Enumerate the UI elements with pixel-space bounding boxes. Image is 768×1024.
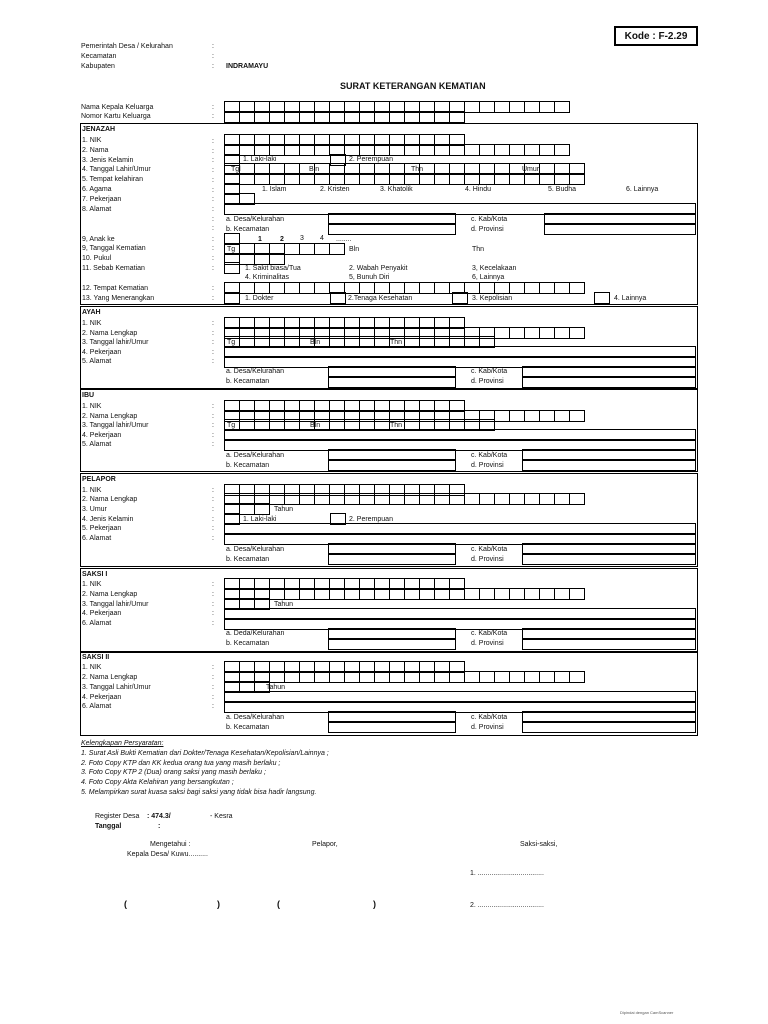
tempat-kematian-grid[interactable] xyxy=(224,282,585,294)
addr-label: b. Kecamatan xyxy=(226,378,270,385)
nomor-kk-grid[interactable] xyxy=(224,111,465,123)
colon: : xyxy=(212,295,214,302)
addr-label: c. Kab/Kota xyxy=(471,452,508,459)
row-label: 3. Tanggal lahir/Umur xyxy=(82,422,149,429)
colon: : xyxy=(212,265,214,272)
menerangkan-box[interactable] xyxy=(452,292,468,304)
requirement-item: 5. Melampirkan surat kuasa saksi bagi saksi yang tidak bisa hadir langsung. xyxy=(81,789,317,796)
menerangkan-box[interactable] xyxy=(594,292,610,304)
row-label: 10. Pukul xyxy=(82,255,112,262)
heading-pelapor: PELAPOR xyxy=(82,476,116,483)
colon: : xyxy=(212,506,214,513)
row-label: 5. Pekerjaan xyxy=(82,525,122,532)
paren-close: ) xyxy=(373,899,376,909)
colon: : xyxy=(212,601,214,608)
colon: : xyxy=(158,823,161,830)
addr-label: b. Kecamatan xyxy=(226,640,270,647)
prov-field[interactable] xyxy=(522,376,696,388)
row-label: 4. Pekerjaan xyxy=(82,349,122,356)
colon: : xyxy=(212,581,214,588)
agama-option: 5. Budha xyxy=(548,186,577,193)
colon: : xyxy=(212,591,214,598)
row-label: 1. NIK xyxy=(82,487,102,494)
sebab-option: 3, Kecelakaan xyxy=(472,265,517,272)
thn-label: Thn xyxy=(411,166,424,173)
menerangkan-option: 4. Lainnya xyxy=(614,295,647,302)
addr-label: d. Provinsi xyxy=(471,640,504,647)
kabupaten-value: INDRAMAYU xyxy=(226,63,269,70)
kec-field[interactable] xyxy=(328,223,456,235)
anak-option: 4 xyxy=(320,235,324,242)
addr-label: c. Kab/Kota xyxy=(471,546,508,553)
row-label: 2. Nama Lengkap xyxy=(82,674,138,681)
tempat-lahir-grid[interactable] xyxy=(224,173,585,185)
colon: : xyxy=(212,349,214,356)
row-label: 5. Alamat xyxy=(82,358,112,365)
colon: : xyxy=(212,245,214,252)
colon: : xyxy=(212,525,214,532)
anak-option: ........ xyxy=(336,236,352,243)
saksi-sign-label: Saksi-saksi, xyxy=(520,841,558,848)
requirement-item: 2. Foto Copy KTP dan KK kedua orang tua yang masih berlaku ; xyxy=(81,760,281,767)
sebab-option: 6, Lainnya xyxy=(472,274,505,281)
addr-label: a. Deda/Kelurahan xyxy=(226,630,285,637)
row-label: 4. Pekerjaan xyxy=(82,694,122,701)
sebab-option: 1. Sakit biasa/Tua xyxy=(245,265,301,272)
scanner-footer: Dipindai dengan CamScanner xyxy=(620,1010,674,1015)
row-label: 2. Nama Lengkap xyxy=(82,591,138,598)
row-label: 4. Pekerjaan xyxy=(82,432,122,439)
colon: : xyxy=(212,339,214,346)
row-label: 3. Tanggal lahir/Umur xyxy=(82,339,149,346)
sebab-option: 2. Wabah Penyakit xyxy=(349,265,408,272)
menerangkan-box[interactable] xyxy=(330,292,346,304)
mengetahui-label: Mengetahui : xyxy=(150,841,191,848)
colon: : xyxy=(212,487,214,494)
colon: : xyxy=(212,441,214,448)
prov-field[interactable] xyxy=(544,223,696,235)
row-label: 9, Tanggal Kematian xyxy=(82,245,146,252)
tgl-label: Tgl xyxy=(231,166,241,173)
colon: : xyxy=(212,320,214,327)
row-label: 5. Alamat xyxy=(82,441,112,448)
thn-label: Thn xyxy=(390,339,403,346)
form-code: Kode : F-2.29 xyxy=(614,26,698,46)
label-pemerintah: Pemerintah Desa / Kelurahan xyxy=(81,43,173,50)
addr-label: a. Desa/Kelurahan xyxy=(226,546,284,553)
paren-close: ) xyxy=(217,899,220,909)
addr-label: c. Kab/Kota xyxy=(471,216,508,223)
tanggal-label: Tanggal xyxy=(95,823,122,830)
row-label: 8. Alamat xyxy=(82,206,112,213)
sex-option: 2. Perempuan xyxy=(349,156,393,163)
row-label: 2. Nama Lengkap xyxy=(82,330,138,337)
colon: : xyxy=(212,403,214,410)
jenazah-nama-grid[interactable] xyxy=(224,144,570,156)
sex-option: 2. Perempuan xyxy=(349,516,393,523)
heading-ayah: AYAH xyxy=(82,309,101,316)
row-label: 3. Jenis Kelamin xyxy=(82,157,134,164)
prov-field[interactable] xyxy=(522,638,696,650)
colon: : xyxy=(212,422,214,429)
pelapor-sign-label: Pelapor, xyxy=(312,841,338,848)
row-label: 4. Jenis Kelamin xyxy=(82,516,134,523)
sex-option: 1. Laki-laki xyxy=(243,516,277,523)
requirement-item: 4. Foto Copy Akta Kelahiran yang bersangkutan ; xyxy=(81,779,234,786)
umur-label: Umur xyxy=(522,166,540,173)
register-kesra: - Kesra xyxy=(210,813,233,820)
colon: : xyxy=(212,413,214,420)
row-label: 9, Anak ke xyxy=(82,236,115,243)
tahun-label: Tahun xyxy=(274,506,294,513)
kec-field[interactable] xyxy=(328,459,456,471)
menerangkan-option: 1. Dokter xyxy=(245,295,274,302)
colon: : xyxy=(212,236,214,243)
row-label: 1. NIK xyxy=(82,664,102,671)
thn-label: Thn xyxy=(390,422,403,429)
addr-label: d. Provinsi xyxy=(471,724,504,731)
tg-label: Tg xyxy=(227,246,236,253)
addr-label: b. Kecamatan xyxy=(226,462,270,469)
colon: : xyxy=(212,674,214,681)
addr-label: c. Kab/Kota xyxy=(471,714,508,721)
tg-label: Tg xyxy=(227,422,236,429)
row-label: 4. Pekerjaan xyxy=(82,610,122,617)
row-label: 6. Alamat xyxy=(82,620,112,627)
colon: : xyxy=(212,610,214,617)
pelapor-nama-grid[interactable] xyxy=(224,493,585,505)
agama-option: 4. Hindu xyxy=(465,186,492,193)
heading-saksi-1: SAKSI I xyxy=(82,571,108,578)
bln-label: Bln xyxy=(310,339,321,346)
agama-option: 2. Kristen xyxy=(320,186,350,193)
row-label: 13. Yang Menerangkan xyxy=(82,295,155,302)
tahun-label: Tahun xyxy=(266,684,286,691)
requirements-heading: Kelengkapan Persyaratan: xyxy=(81,740,164,747)
row-label: 11. Sebab Kematian xyxy=(82,265,145,272)
colon: : xyxy=(212,330,214,337)
prov-field[interactable] xyxy=(522,459,696,471)
row-label: 3. Tanggal Lahir/Umur xyxy=(82,684,151,691)
colon: : xyxy=(212,104,214,111)
row-label: 1. NIK xyxy=(82,403,102,410)
row-label: 6. Agama xyxy=(82,186,112,193)
heading-jenazah: JENAZAH xyxy=(82,126,116,133)
row-label: 6. Alamat xyxy=(82,703,112,710)
colon: : xyxy=(212,43,214,50)
anak-option: 2 xyxy=(280,236,284,243)
requirement-item: 1. Surat Asli Bukti Kematian dari Dokter/Tenaga Kesehatan/Kepolisian/Lainnya ; xyxy=(81,750,329,757)
bln-label: Bln xyxy=(349,246,360,253)
menerangkan-option: 2.Tenaga Kesehatan xyxy=(348,295,413,302)
saksi-1-line: 1. .................................. xyxy=(470,870,544,877)
sebab-option: 4. Kriminalitas xyxy=(245,274,289,281)
colon: : xyxy=(212,63,214,70)
row-label: 2. Nama Lengkap xyxy=(82,413,138,420)
row-label: 5. Tempat kelahiran xyxy=(82,176,143,183)
colon: : xyxy=(212,516,214,523)
colon: : xyxy=(212,358,214,365)
colon: : xyxy=(212,285,214,292)
page-title: SURAT KETERANGAN KEMATIAN xyxy=(340,81,486,91)
addr-label: d. Provinsi xyxy=(471,378,504,385)
agama-option: 1. Islam xyxy=(262,186,287,193)
bln-label: Bln xyxy=(309,166,320,173)
row-label: 3. Tanggal lahir/Umur xyxy=(82,601,149,608)
label-kecamatan: Kecamatan xyxy=(81,53,117,60)
colon: : xyxy=(212,694,214,701)
addr-label: c. Kab/Kota xyxy=(471,630,508,637)
colon: : xyxy=(212,53,214,60)
addr-label: b. Kecamatan xyxy=(226,226,270,233)
register-label: Register Desa xyxy=(95,813,140,820)
saksi-2-line: 2. .................................. xyxy=(470,902,544,909)
row-label: 1. NIK xyxy=(82,137,102,144)
anak-option: 3 xyxy=(300,235,304,242)
register-value: : 474.3/ xyxy=(147,813,171,820)
colon: : xyxy=(212,703,214,710)
label-kabupaten: Kabupaten xyxy=(81,63,115,70)
row-label: 7. Pekerjaan xyxy=(82,196,122,203)
addr-label: a. Desa/Kelurahan xyxy=(226,452,284,459)
addr-label: a. Desa/Kelurahan xyxy=(226,368,284,375)
row-label: 3. Umur xyxy=(82,506,107,513)
row-label: 2. Nama xyxy=(82,147,109,154)
addr-label: b. Kecamatan xyxy=(226,556,270,563)
addr-label: a. Desa/Kelurahan xyxy=(226,714,284,721)
paren-open: ( xyxy=(277,899,280,909)
addr-label: d. Provinsi xyxy=(471,226,504,233)
prov-field[interactable] xyxy=(522,721,696,733)
row-label: 1. NIK xyxy=(82,581,102,588)
addr-label: a. Desa/Kelurahan xyxy=(226,216,284,223)
sebab-box[interactable] xyxy=(224,262,240,274)
prov-field[interactable] xyxy=(522,553,696,565)
menerangkan-option: 3. Kepolisian xyxy=(472,295,513,302)
colon: : xyxy=(212,620,214,627)
tg-label: Tg xyxy=(227,339,236,346)
addr-label: d. Provinsi xyxy=(471,462,504,469)
colon: : xyxy=(212,113,214,120)
agama-option: 6. Lainnya xyxy=(626,186,659,193)
saksi1-nama-grid[interactable] xyxy=(224,588,585,600)
kec-field[interactable] xyxy=(328,376,456,388)
sebab-option: 5, Bunuh Diri xyxy=(349,274,390,281)
colon: : xyxy=(212,535,214,542)
addr-label: d. Provinsi xyxy=(471,556,504,563)
tahun-label: Tahun xyxy=(274,601,294,608)
saksi2-nama-grid[interactable] xyxy=(224,671,585,683)
kepala-desa-label: Kepala Desa/ Kuwu.......... xyxy=(127,851,208,858)
colon: : xyxy=(212,432,214,439)
anak-option: 1 xyxy=(258,236,262,243)
colon: : xyxy=(212,255,214,262)
thn-label: Thn xyxy=(472,246,485,253)
addr-label: b. Kecamatan xyxy=(226,724,270,731)
row-label: 12. Tempat Kematian xyxy=(82,285,149,292)
row-label: 4. Tanggal Lahir/Umur xyxy=(82,166,151,173)
heading-saksi-2: SAKSI II xyxy=(82,654,110,661)
row-label: 6. Alamat xyxy=(82,535,112,542)
bln-label: Bln xyxy=(310,422,321,429)
menerangkan-box[interactable] xyxy=(224,292,240,304)
row-label: 1. NIK xyxy=(82,320,102,327)
colon: : xyxy=(212,496,214,503)
colon: : xyxy=(212,664,214,671)
heading-ibu: IBU xyxy=(82,392,95,399)
sex-option: 1. Laki-laki xyxy=(243,156,277,163)
row-label: 2. Nama Lengkap xyxy=(82,496,138,503)
agama-option: 3. Khatolik xyxy=(380,186,413,193)
requirement-item: 3. Foto Copy KTP 2 (Dua) orang saksi yang masih berlaku ; xyxy=(81,769,266,776)
paren-open: ( xyxy=(124,899,127,909)
colon: : xyxy=(212,684,214,691)
addr-label: c. Kab/Kota xyxy=(471,368,508,375)
kec-field[interactable] xyxy=(328,553,456,565)
label-nomor-kk: Nomor Kartu Keluarga xyxy=(81,113,151,120)
kec-field[interactable] xyxy=(328,721,456,733)
colon-column: : : : : : : : : : : xyxy=(212,138,214,233)
kec-field[interactable] xyxy=(328,638,456,650)
label-nama-kk: Nama Kepala Keluarga xyxy=(81,104,154,111)
